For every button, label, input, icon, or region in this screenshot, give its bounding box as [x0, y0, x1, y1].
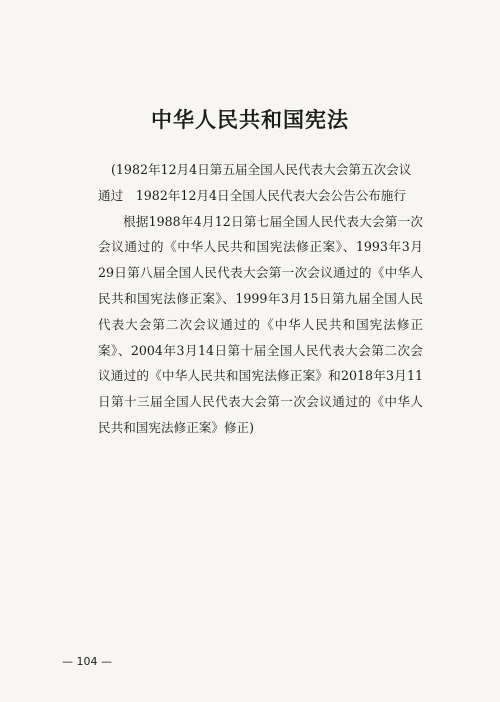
amendment-paragraph: 根据1988年4月12日第七届全国人民代表大会第一次会议通过的《中华人民共和国宪法修正案》、1993年3月29日第八届全国人民代表大会第一次会议通过的《中华人民共和国宪法修正案》、1999年3月15日第九届全国人民代表大会第二次会议通过的《中华人民共和国宪法修正案》、2004年3月14日第十届全国人民代表大会第二次会议通过的《中华人民共和国宪法修正案》和2018年3月11日第十三届全国人民代表大会第一次会议通过的《中华人民共和国宪法修正案》修正) [98, 213, 423, 435]
adoption-note-line-2: 通过 1982年12月4日全国人民代表大会公告公布施行 [98, 187, 406, 203]
page-number: — 104 — [62, 655, 112, 668]
adoption-note-line-1: (1982年12月4日第五届全国人民代表大会第五次会议 [111, 162, 412, 177]
document-title: 中华人民共和国宪法 [151, 108, 349, 132]
adoption-note [98, 157, 423, 441]
